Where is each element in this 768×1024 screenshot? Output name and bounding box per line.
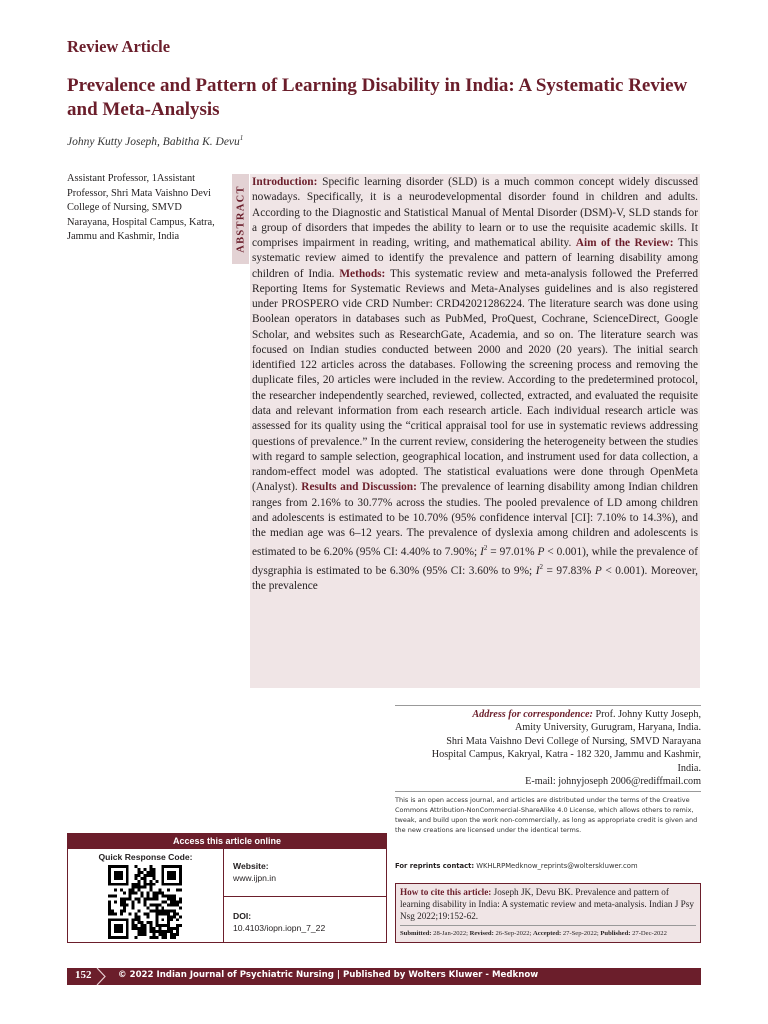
abstract-results-text: < 0.001). Moreover, the prevalence [252, 565, 698, 593]
submitted-date: 28-Jan-2022; [431, 930, 470, 937]
page-number-badge [67, 968, 105, 985]
website-link[interactable]: www.ijpn.in [233, 873, 276, 883]
author-affiliation-marker: 1 [239, 134, 244, 142]
reprints-contact [395, 862, 701, 870]
website-label: Website: [233, 861, 269, 871]
abstract-i2-superscript: 2 [539, 563, 543, 572]
reprints-label: For reprints contact: [395, 862, 475, 870]
article-type: Review Article [67, 37, 171, 56]
revised-date: 26-Sep-2022; [493, 930, 533, 937]
author-list [67, 134, 243, 148]
abstract-p-symbol: P [594, 565, 602, 578]
abstract-i2-symbol: I [480, 546, 484, 559]
qr-code-icon[interactable] [108, 865, 182, 939]
access-article-panel [67, 833, 387, 943]
author-affiliation: Assistant Professor, 1Assistant Professor, Shri Mata Vaishno Devi College of Nursing, SMVD Narayana, Hospital Campus, Katra, Jammu and Kashmir, India [67, 173, 215, 243]
published-date: 27-Dec-2022 [630, 930, 667, 937]
abstract-tab [232, 174, 249, 264]
page-number: 152 [75, 969, 92, 981]
accepted-label: Accepted: [533, 930, 562, 937]
abstract-i2-superscript: 2 [483, 544, 488, 553]
abstract-tab-label: ABSTRACT [235, 185, 246, 253]
revised-label: Revised: [469, 930, 494, 937]
doi-value[interactable]: 10.4103/iopn.iopn_7_22 [233, 923, 326, 933]
citation-text [400, 886, 696, 922]
reprints-email[interactable]: WKHLRPMedknow_reprints@wolterskluwer.com [474, 862, 638, 870]
abstract-i2-symbol: I [535, 565, 540, 578]
citation-box [395, 883, 701, 943]
abstract-methods-label: Methods: [339, 267, 386, 280]
abstract-aim-label: Aim of the Review: [575, 237, 674, 250]
submitted-label: Submitted: [400, 930, 432, 937]
doi-label: DOI: [233, 911, 252, 921]
correspondence-line: Hospital Campus, Kakryal, Katra - 182 320, Jammu and Kashmir, [431, 749, 701, 761]
abstract-results-text: = 97.01% [487, 546, 538, 559]
citation-label: How to cite this article: [400, 887, 492, 897]
accepted-date: 27-Sep-2022; [561, 930, 601, 937]
license-statement: This is an open access journal, and articles are distributed under the terms of the Creative Commons Attribution‑NonCommercial‑ShareAlike 4.0 License, which allows others to remix, tweak, and build upon the work non‑commercially, as long as appropriate credit is given and the new creations are licensed under the identical terms. [395, 791, 701, 835]
correspondence-address [395, 705, 701, 788]
correspondence-line: India. [677, 762, 701, 774]
authors-text: Johny Kutty Joseph, Babitha K. Devu [67, 135, 240, 148]
abstract-results-text: = 97.83% [542, 565, 595, 578]
qr-code-label: Quick Response Code: [98, 852, 193, 862]
abstract-intro-text: Specific learning disorder (SLD) is a much common concept widely discussed nowadays. Specifically, it is a neurodevelopmental disorder found in children and adults. According to the Diagnostic and Statistical Manual of Mental Disorder (DSM)-V, SLD stands for a group of disorders that impedes the ability to learn or to use the requisite academic skills. It comprises impairment in reading, writing, and mathematical ability. [252, 176, 698, 250]
correspondence-name: Prof. Johny Kutty Joseph, [592, 709, 701, 720]
correspondence-label: Address for correspondence: [472, 709, 593, 720]
correspondence-email[interactable]: E-mail: johnyjoseph 2006@rediffmail.com [525, 776, 701, 788]
footer-copyright: © 2022 Indian Journal of Psychiatric Nursing | Published by Wolters Kluwer - Medknow [118, 970, 539, 980]
publication-dates [400, 925, 696, 940]
citation-reference: Joseph JK, Devu BK. Prevalence and pattern of learning disability in India: A systematic review and meta-analysis. Indian J Psy Nsg 2022;19:152-62. [400, 887, 694, 921]
abstract-body [250, 174, 700, 688]
abstract-intro-label: Introduction: [252, 176, 318, 188]
abstract-results-text: < 0.001), while the prevalence of dysgraphia is estimated to be 6.30% (95% CI: 3.60% to 9%; [252, 546, 698, 578]
correspondence-line: Amity University, Gurugram, Haryana, India. [514, 722, 701, 734]
published-label: Published: [600, 930, 631, 937]
abstract-methods-text: This systematic review and meta-analysis followed the Preferred Reporting Items for Systematic Reviews and Meta-Analyses guidelines and is also registered under PROSPERO vide CRD Number: CRD42021286224. The literature search was done using Boolean operators in databases such as PubMed, ProQuest, Cochrane, ScienceDirect, Google Scholar, and websites such as ResearchGate, Academia, and so on. The literature search was focused on Indian studies conducted between 2000 and 2020 (20 years). The initial search identified 122 articles across the databases. Following the screening process and removing the duplicate files, 20 articles were included in the review. According to the predetermined protocol, the researcher independently searched, reviewed, collected, extracted, and evaluated the requisite data and relevant information from each research article. Each individual research article was assessed for its quality using the “critical appraisal tool for use in systematic reviews addressing questions of prevalence.” In the current review, considering the heterogeneity between the studies with regard to sample selection, geographical location, and instrument used for data collection, a random-effect model was adopted. The statistical evaluations were done through OpenMeta (Analyst). [252, 267, 698, 494]
abstract-results-text: The prevalence of learning disability among Indian children ranges from 2.16% to 30.77% across the studies. The pooled prevalence of LD among children and adolescents is estimated to be 10.70% (95% confidence interval [CI]: 7.10% to 14.3%), and the median age was 6–12 years. The prevalence of dyslexia among children and adolescents is estimated to be 6.20% (95% CI: 4.40% to 7.90%; [252, 481, 698, 559]
article-title: Prevalence and Pattern of Learning Disability in India: A Systematic Review and Meta-Analysis [67, 75, 688, 120]
abstract-p-symbol: P [537, 546, 545, 559]
correspondence-line: Shri Mata Vaishno Devi College of Nursing, SMVD Narayana [446, 735, 701, 747]
panel-divider [223, 896, 386, 897]
access-panel-header: Access this article online [68, 834, 386, 849]
correspondence-name-line [395, 708, 701, 721]
abstract-aim-text: This systematic review aimed to identify the prevalence and pattern of learning disability among children of India. [252, 237, 698, 280]
abstract-results-label: Results and Discussion: [301, 481, 417, 494]
